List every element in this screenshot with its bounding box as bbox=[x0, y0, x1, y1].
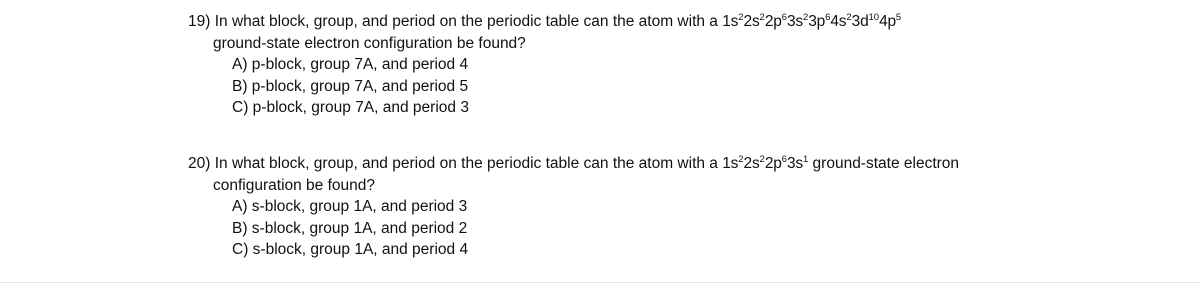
orbital: 2p bbox=[764, 13, 782, 30]
orbital: 3d bbox=[851, 13, 869, 30]
question-19-line-1 bbox=[188, 11, 1178, 33]
orbital: 3s bbox=[786, 155, 803, 172]
electron-count: 1 bbox=[802, 154, 809, 165]
answer-option-a: A) p-block, group 7A, and period 4 bbox=[232, 56, 469, 73]
orbital: 3p bbox=[808, 13, 826, 30]
electron-configuration bbox=[722, 155, 808, 172]
electron-count: 2 bbox=[738, 12, 744, 23]
electron-count: 2 bbox=[759, 154, 765, 165]
orbital: 2s bbox=[743, 13, 760, 30]
answer-option-a: A) s-block, group 1A, and period 3 bbox=[232, 198, 468, 215]
orbital: 1s bbox=[722, 155, 739, 172]
question-text: In what block, group, and period on the periodic table can the atom with a bbox=[214, 155, 718, 172]
electron-count: 5 bbox=[895, 12, 902, 23]
orbital: 2p bbox=[764, 155, 782, 172]
electron-count: 6 bbox=[825, 12, 831, 23]
electron-count: 10 bbox=[868, 12, 880, 23]
question-text-continued: ground-state electron bbox=[812, 155, 960, 172]
orbital: 4s bbox=[830, 13, 847, 30]
orbital: 1s bbox=[722, 13, 739, 30]
question-20 bbox=[188, 153, 1178, 261]
question-19-line-2: ground-state electron configuration be found? bbox=[213, 34, 526, 52]
orbital: 4p bbox=[879, 13, 896, 30]
question-number: 19) bbox=[188, 13, 211, 30]
question-20-line-2: configuration be found? bbox=[213, 176, 376, 194]
answer-option-b: B) s-block, group 1A, and period 2 bbox=[232, 219, 468, 237]
electron-count: 2 bbox=[802, 12, 809, 23]
question-19 bbox=[188, 11, 1178, 119]
electron-count: 2 bbox=[759, 12, 765, 23]
answer-option-c: C) s-block, group 1A, and period 4 bbox=[232, 241, 469, 258]
answer-option-b: B) p-block, group 7A, and period 5 bbox=[232, 77, 469, 95]
electron-count: 2 bbox=[846, 12, 852, 23]
answer-option-c: C) p-block, group 7A, and period 3 bbox=[232, 99, 469, 116]
electron-count: 6 bbox=[781, 12, 787, 23]
electron-count: 6 bbox=[781, 154, 787, 165]
orbital: 2s bbox=[743, 155, 760, 172]
electron-count: 2 bbox=[738, 154, 744, 165]
orbital: 3s bbox=[786, 13, 803, 30]
electron-configuration bbox=[722, 13, 901, 30]
question-number: 20) bbox=[188, 155, 211, 172]
question-text: In what block, group, and period on the periodic table can the atom with a bbox=[214, 13, 718, 30]
question-20-line-1 bbox=[188, 153, 1178, 175]
